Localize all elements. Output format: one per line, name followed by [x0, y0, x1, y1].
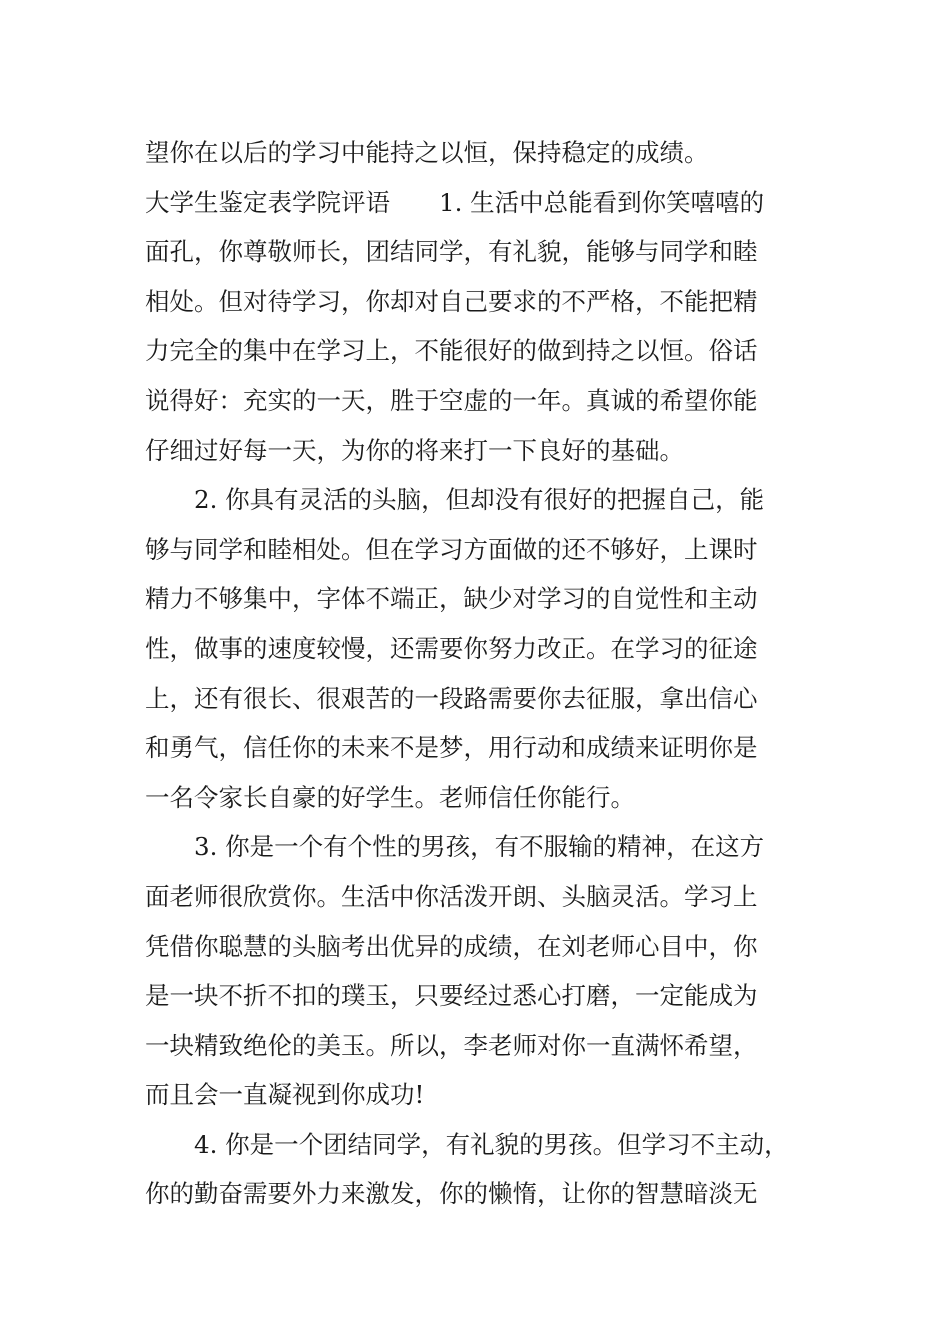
text-line: 精力不够集中，字体不端正，缺少对学习的自觉性和主动	[145, 584, 758, 614]
text-line: 而且会一直凝视到你成功!	[145, 1080, 425, 1110]
text-line: 够与同学和睦相处。但在学习方面做的还不够好，上课时	[145, 534, 758, 564]
text-line: 面老师很欣赏你。生活中你活泼开朗、头脑灵活。学习上	[145, 881, 758, 911]
text-line: 面孔，你尊敬师长，团结同学，有礼貌，能够与同学和睦	[145, 237, 758, 267]
text-line: 凭借你聪慧的头脑考出优异的成绩，在刘老师心目中，你	[145, 931, 758, 961]
document-body	[145, 128, 835, 1219]
text-line: 你的勤奋需要外力来激发，你的懒惰，让你的智慧暗淡无	[145, 1179, 758, 1209]
text-line: 一块精致绝伦的美玉。所以，李老师对你一直满怀希望，	[145, 1030, 758, 1060]
text-line: 大学生鉴定表学院评语 1. 生活中总能看到你笑嘻嘻的	[145, 187, 765, 217]
text-line: 和勇气，信任你的未来不是梦，用行动和成绩来证明你是	[145, 733, 758, 763]
text-line: 是一块不折不扣的璞玉，只要经过悉心打磨，一定能成为	[145, 981, 758, 1011]
text-line: 望你在以后的学习中能持之以恒，保持稳定的成绩。	[145, 138, 709, 167]
text-line: 仔细过好每一天，为你的将来打一下良好的基础。	[145, 435, 684, 465]
text-line: 力完全的集中在学习上，不能很好的做到持之以恒。俗话	[145, 336, 758, 366]
text-line: 一名令家长自豪的好学生。老师信任你能行。	[145, 782, 635, 812]
text-line: 上，还有很长、很艰苦的一段路需要你去征服，拿出信心	[145, 683, 758, 713]
text-line: 3. 你是一个有个性的男孩，有不服输的精神，在这方	[194, 832, 765, 862]
text-line: 2. 你具有灵活的头脑，但却没有很好的把握自己，能	[194, 485, 765, 515]
text-line: 说得好：充实的一天，胜于空虚的一年。真诚的希望你能	[145, 385, 758, 415]
text-line: 性，做事的速度较慢，还需要你努力改正。在学习的征途	[145, 633, 758, 663]
text-line: 4. 你是一个团结同学，有礼貌的男孩。但学习不主动，	[194, 1129, 789, 1159]
text-line: 相处。但对待学习，你却对自己要求的不严格，不能把精	[145, 286, 758, 316]
